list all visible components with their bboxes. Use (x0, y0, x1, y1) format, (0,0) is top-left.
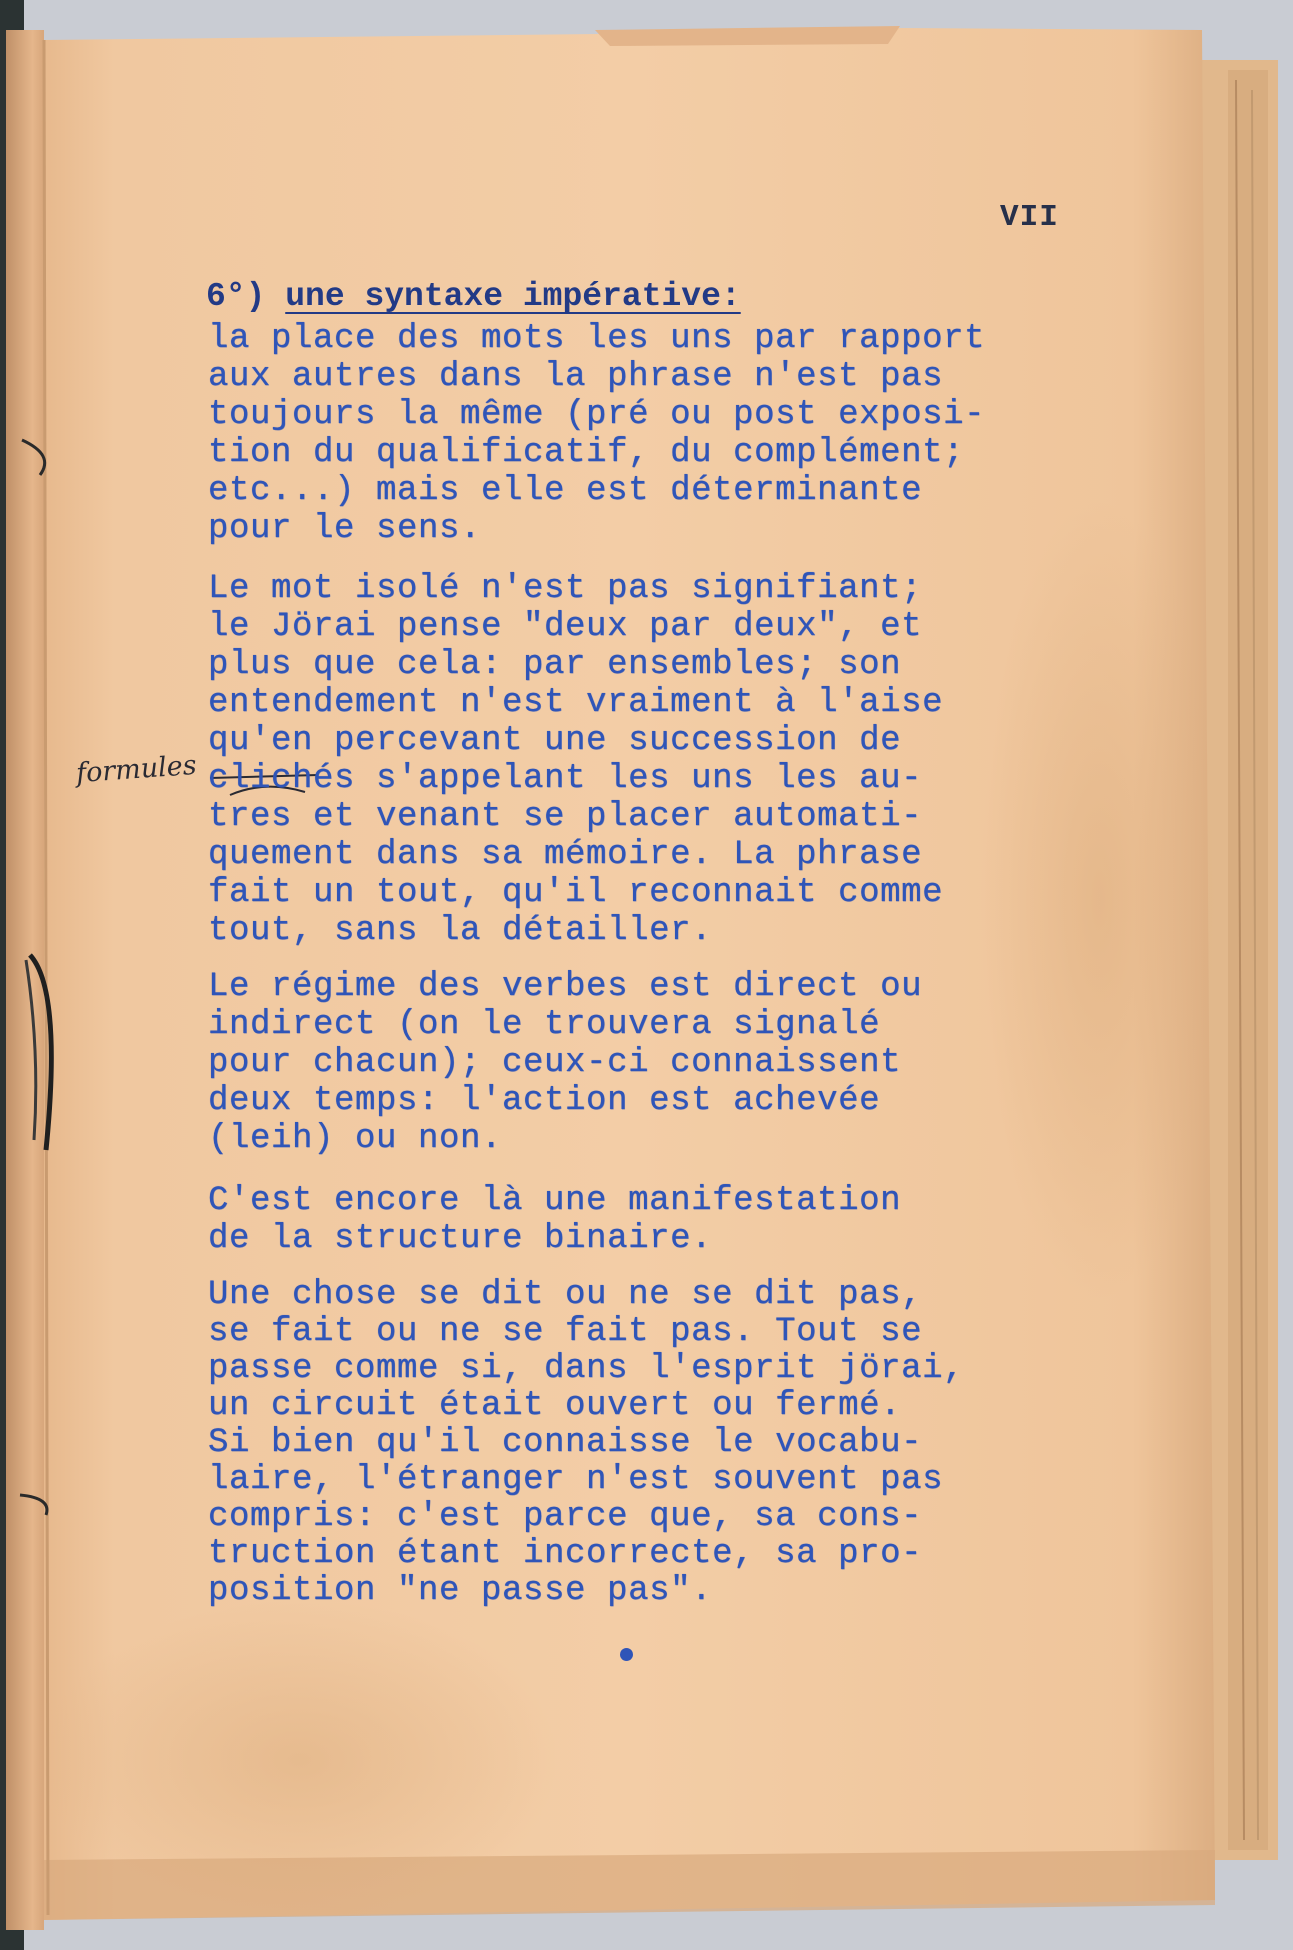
text-line: (leih) ou non. (208, 1120, 503, 1158)
text-line: etc...) mais elle est déterminante (208, 472, 923, 510)
text-line: indirect (on le trouvera signalé (208, 1006, 881, 1044)
heading-title: une syntaxe impérative: (285, 278, 741, 315)
text-line: tres et venant se placer automati- (208, 798, 923, 836)
text-line: Le régime des verbes est direct ou (208, 968, 923, 1006)
text-line: fait un tout, qu'il reconnait comme (208, 874, 944, 912)
text-line: C'est encore là une manifestation (208, 1182, 902, 1220)
text-line: de la structure binaire. (208, 1220, 713, 1258)
text-line: position "ne passe pas". (208, 1572, 713, 1610)
text-line: le Jörai pense "deux par deux", et (208, 608, 923, 646)
text-line: pour chacun); ceux-ci connaissent (208, 1044, 902, 1082)
margin-note: formules (75, 749, 198, 790)
text-line: compris: c'est parce que, sa cons- (208, 1498, 923, 1536)
text-line: tion du qualificatif, du complément; (208, 434, 965, 472)
text-line: qu'en percevant une succession de (208, 722, 902, 760)
text-line: tout, sans la détailler. (208, 912, 713, 950)
section-heading (206, 278, 741, 315)
text-line: pour le sens. (208, 510, 482, 548)
text-line: aux autres dans la phrase n'est pas (208, 358, 944, 396)
text-line: deux temps: l'action est achevée (208, 1082, 881, 1120)
text-line: clichés s'appelant les uns les au- (208, 760, 923, 798)
text-line: entendement n'est vraiment à l'aise (208, 684, 944, 722)
text-line: la place des mots les uns par rapport (208, 320, 986, 358)
text-line: Si bien qu'il connaisse le vocabu- (208, 1424, 923, 1462)
text-line: truction étant incorrecte, sa pro- (208, 1535, 923, 1573)
text-line: toujours la même (pré ou post exposi- (208, 396, 986, 434)
text-line: quement dans sa mémoire. La phrase (208, 836, 923, 874)
text-line: passe comme si, dans l'esprit jörai, (208, 1350, 965, 1388)
text-line: plus que cela: par ensembles; son (208, 646, 902, 684)
end-dot (620, 1648, 633, 1661)
text-line: Une chose se dit ou ne se dit pas, (208, 1276, 923, 1314)
heading-number: 6°) (206, 278, 266, 315)
text-line: laire, l'étranger n'est souvent pas (208, 1461, 944, 1499)
text-line: Le mot isolé n'est pas signifiant; (208, 570, 923, 608)
page-number: VII (1000, 200, 1059, 235)
text-line: se fait ou ne se fait pas. Tout se (208, 1313, 923, 1351)
text-line: un circuit était ouvert ou fermé. (208, 1387, 902, 1425)
